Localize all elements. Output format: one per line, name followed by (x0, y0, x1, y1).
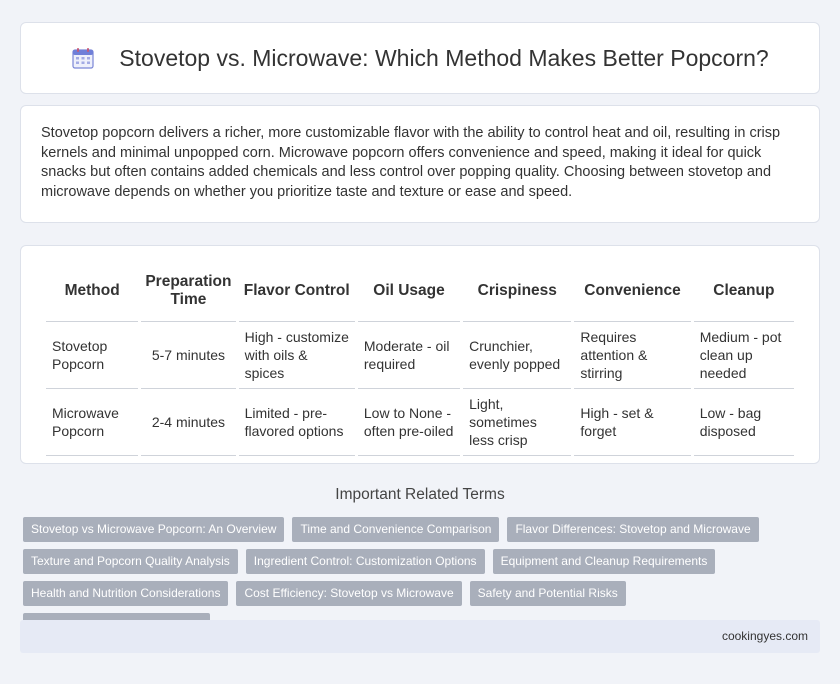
table-cell: 5-7 minutes (141, 322, 235, 389)
table-cell: Stovetop Popcorn (46, 322, 138, 389)
summary-card (20, 105, 820, 223)
column-header: Cleanup (694, 260, 794, 322)
table-cell: Crunchier, evenly popped (463, 322, 571, 389)
footer (20, 620, 820, 653)
table-cell: High - set & forget (574, 389, 690, 456)
page-title: Stovetop vs. Microwave: Which Method Makes Better Popcorn? (119, 44, 769, 71)
column-header: Oil Usage (358, 260, 460, 322)
related-term-tag[interactable]: Safety and Potential Risks (470, 581, 626, 606)
related-term-tag[interactable]: Texture and Popcorn Quality Analysis (23, 549, 238, 574)
table-cell: Moderate - oil required (358, 322, 460, 389)
column-header: Preparation Time (141, 260, 235, 322)
table-cell: 2-4 minutes (141, 389, 235, 456)
column-header: Flavor Control (239, 260, 355, 322)
table-cell: Low - bag disposed (694, 389, 794, 456)
table-header-row (46, 260, 794, 322)
calendar-icon (71, 46, 95, 70)
column-header: Method (46, 260, 138, 322)
table-cell: Medium - pot clean up needed (694, 322, 794, 389)
related-term-tag[interactable]: Stovetop vs Microwave Popcorn: An Overview (23, 517, 284, 542)
related-terms-title: Important Related Terms (335, 486, 505, 503)
column-header: Convenience (574, 260, 690, 322)
related-term-tag[interactable]: Equipment and Cleanup Requirements (493, 549, 716, 574)
related-term-tag[interactable]: Flavor Differences: Stovetop and Microwave (507, 517, 758, 542)
table-row (46, 389, 794, 456)
comparison-table (43, 260, 797, 456)
column-header: Crispiness (463, 260, 571, 322)
table-cell: Light, sometimes less crisp (463, 389, 571, 456)
related-term-tag[interactable]: Health and Nutrition Considerations (23, 581, 228, 606)
table-cell: Low to None - often pre-oiled (358, 389, 460, 456)
table-cell: Microwave Popcorn (46, 389, 138, 456)
related-term-tag[interactable]: Cost Efficiency: Stovetop vs Microwave (236, 581, 461, 606)
table-cell: Requires attention & stirring (574, 322, 690, 389)
table-row (46, 322, 794, 389)
comparison-table-card (20, 245, 820, 464)
footer-site-link[interactable]: cookingyes.com (721, 629, 808, 643)
header-card (20, 22, 820, 94)
related-term-tag[interactable]: Time and Convenience Comparison (292, 517, 499, 542)
table-cell: High - customize with oils & spices (239, 322, 355, 389)
table-cell: Limited - pre-flavored options (239, 389, 355, 456)
summary-text: Stovetop popcorn delivers a richer, more customizable flavor with the ability to control heat and oil, resulting in crisp kernels and minimal unpopped corn. Microwave popcorn offers convenience and speed, making it ideal for quick snacks but often contains added chemicals and less control over popping quality. Choosing between stovetop and microwave depends on whether you prioritize taste and texture or ease and speed. (41, 125, 781, 200)
related-term-tag[interactable]: Ingredient Control: Customization Options (246, 549, 485, 574)
